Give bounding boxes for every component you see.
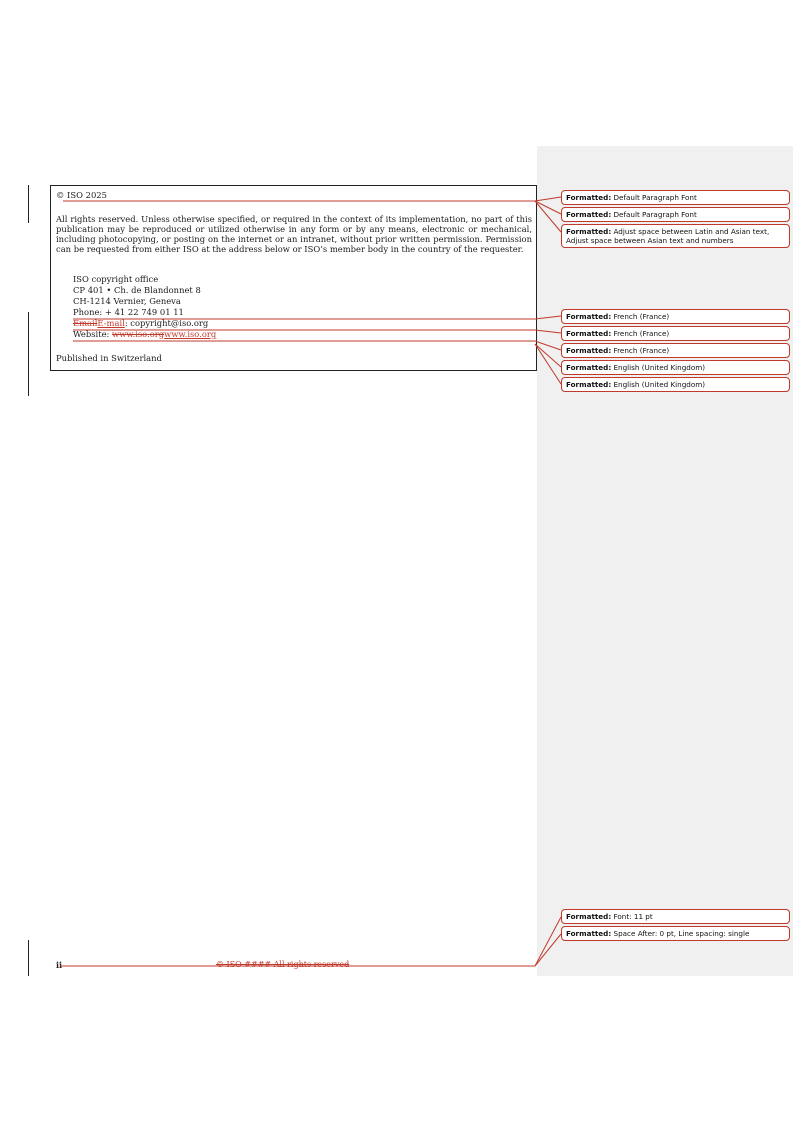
balloon-label: Formatted: [566, 912, 612, 921]
balloon-label: Formatted: [566, 363, 612, 372]
connector-line [535, 934, 561, 966]
website-inserted[interactable]: www.iso.org [164, 329, 217, 339]
balloon-text: French (France) [613, 346, 670, 355]
balloon-label: Formatted: [566, 346, 612, 355]
balloon-text: Font: 11 pt [613, 912, 653, 921]
connector-line [60, 917, 561, 966]
address-office: ISO copyright office [73, 274, 159, 284]
website-deleted: www.iso.org [112, 329, 165, 339]
email-value[interactable]: : copyright@iso.org [124, 318, 209, 328]
balloon-label: Formatted: [566, 380, 612, 389]
connector-line [63, 197, 561, 201]
address-city: CH-1214 Vernier, Geneva [73, 296, 181, 306]
website-label: Website: [73, 329, 113, 339]
copyright-owner-year: ISO 2025 [67, 190, 107, 200]
email-label-deleted: Email [73, 318, 98, 328]
balloon-text: Adjust space between Latin and Asian text, Adjust space between Asian text and numbers [566, 227, 770, 245]
connector-line [73, 341, 561, 350]
balloon-label: Formatted: [566, 929, 612, 938]
published-line: Published in Switzerland [56, 353, 162, 363]
balloon-text: English (United Kingdom) [613, 363, 706, 372]
connector-line [535, 201, 561, 214]
balloon-text: English (United Kingdom) [613, 380, 706, 389]
balloon-text: French (France) [613, 312, 670, 321]
balloon-text: French (France) [613, 329, 670, 338]
address-street: CP 401 • Ch. de Blandonnet 8 [73, 285, 201, 295]
balloon-text: Default Paragraph Font [613, 193, 697, 202]
rights-paragraph: All rights reserved. Unless otherwise specified, or required in the context of its implementation, no part of this publication may be reproduced or utilized otherwise in any form or by any means, electronic or mechanical, including photocopying, or posting on the internet or an intranet, without prior written permission. Permission can be requested from either ISO at the address below or ISO’s member body in the country of the requester. [56, 214, 532, 254]
copyright-symbol: © [56, 190, 65, 200]
footer-copyright-deleted: © ISO #### All rights reserved [216, 960, 350, 969]
balloon-label: Formatted: [566, 210, 612, 219]
connector-line [535, 201, 561, 232]
footer-page-number: ii [56, 960, 63, 970]
balloon-label: Formatted: [566, 329, 612, 338]
address-phone: Phone: + 41 22 749 01 11 [73, 307, 184, 317]
balloon-text: Default Paragraph Font [613, 210, 697, 219]
balloon-label: Formatted: [566, 227, 612, 236]
balloon-text: Space After: 0 pt, Line spacing: single [613, 929, 750, 938]
balloon-label: Formatted: [566, 193, 612, 202]
connector-line [73, 330, 561, 333]
balloon-label: Formatted: [566, 312, 612, 321]
connector-line [73, 316, 561, 319]
email-label-inserted: E-mail [97, 318, 125, 328]
